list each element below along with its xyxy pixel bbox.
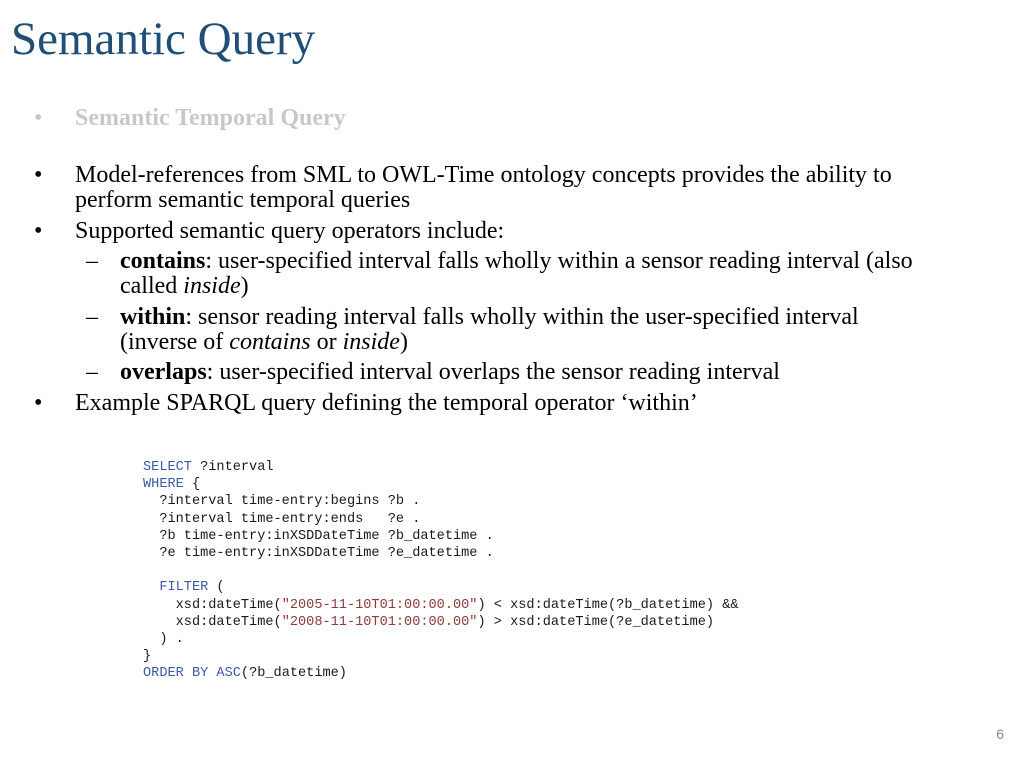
- code-line: ?interval time-entry:ends ?e .: [143, 511, 421, 527]
- desc-mid: or: [310, 329, 343, 355]
- sparql-code-block: [143, 459, 739, 683]
- desc-end: ): [399, 329, 408, 355]
- subbullet-text: [120, 360, 934, 385]
- code-string: "2005-11-10T01:00:00.00": [281, 597, 478, 613]
- code-keyword: WHERE: [143, 477, 184, 493]
- dash-marker: –: [86, 304, 98, 330]
- code-text: (: [208, 580, 225, 596]
- code-text: ) < xsd:dateTime(?b_datetime) &&: [477, 597, 739, 613]
- desc-end: ): [240, 273, 249, 299]
- code-line: }: [143, 649, 152, 665]
- bullet-dot: •: [34, 390, 43, 416]
- code-line: ?interval time-entry:begins ?b .: [143, 494, 421, 510]
- code-keyword: FILTER: [143, 580, 209, 596]
- code-text: ) > xsd:dateTime(?e_datetime): [477, 614, 715, 630]
- bullet-dot: •: [34, 162, 43, 188]
- code-text: ?interval: [191, 460, 274, 475]
- term: contains: [120, 248, 206, 274]
- bullet-dot: •: [34, 105, 43, 131]
- code-text: xsd:dateTime(: [143, 597, 282, 613]
- code-text: xsd:dateTime(: [143, 614, 282, 630]
- desc: : sensor reading interval falls wholly within the user-specified interval (inverse of: [120, 304, 859, 355]
- emphasis: contains: [229, 329, 311, 355]
- bullet-dot: •: [34, 218, 43, 244]
- dash-marker: –: [86, 359, 98, 385]
- code-keyword: ORDER BY ASC: [143, 666, 241, 682]
- bullet-text: Supported semantic query operators include:: [75, 218, 505, 244]
- bullet-text: Example SPARQL query defining the temporal operator ‘within’: [75, 390, 698, 416]
- code-line: ?b time-entry:inXSDDateTime ?b_datetime .: [143, 528, 494, 544]
- term: within: [120, 304, 186, 330]
- emphasis: inside: [183, 273, 241, 299]
- term: overlaps: [120, 359, 207, 385]
- subbullet-text: [120, 305, 934, 355]
- emphasis: inside: [342, 329, 400, 355]
- bullet-text: Model-references from SML to OWL-Time ontology concepts provides the ability to perform semantic temporal queries: [75, 162, 892, 213]
- slide-title: Semantic Query: [11, 13, 316, 65]
- code-text: {: [183, 477, 201, 493]
- code-line: ) .: [143, 632, 184, 648]
- subtitle-text: Semantic Temporal Query: [75, 105, 346, 131]
- dash-marker: –: [86, 248, 98, 274]
- code-line: ?e time-entry:inXSDDateTime ?e_datetime .: [143, 546, 494, 562]
- code-keyword: SELECT: [143, 460, 192, 475]
- code-string: "2008-11-10T01:00:00.00": [281, 614, 478, 630]
- code-text: (?b_datetime): [240, 666, 347, 682]
- desc: : user-specified interval overlaps the sensor reading interval: [206, 359, 780, 385]
- page-number: 6: [996, 726, 1004, 742]
- desc: : user-specified interval falls wholly within a sensor reading interval (also called: [120, 248, 913, 299]
- subbullet-text: [120, 249, 934, 299]
